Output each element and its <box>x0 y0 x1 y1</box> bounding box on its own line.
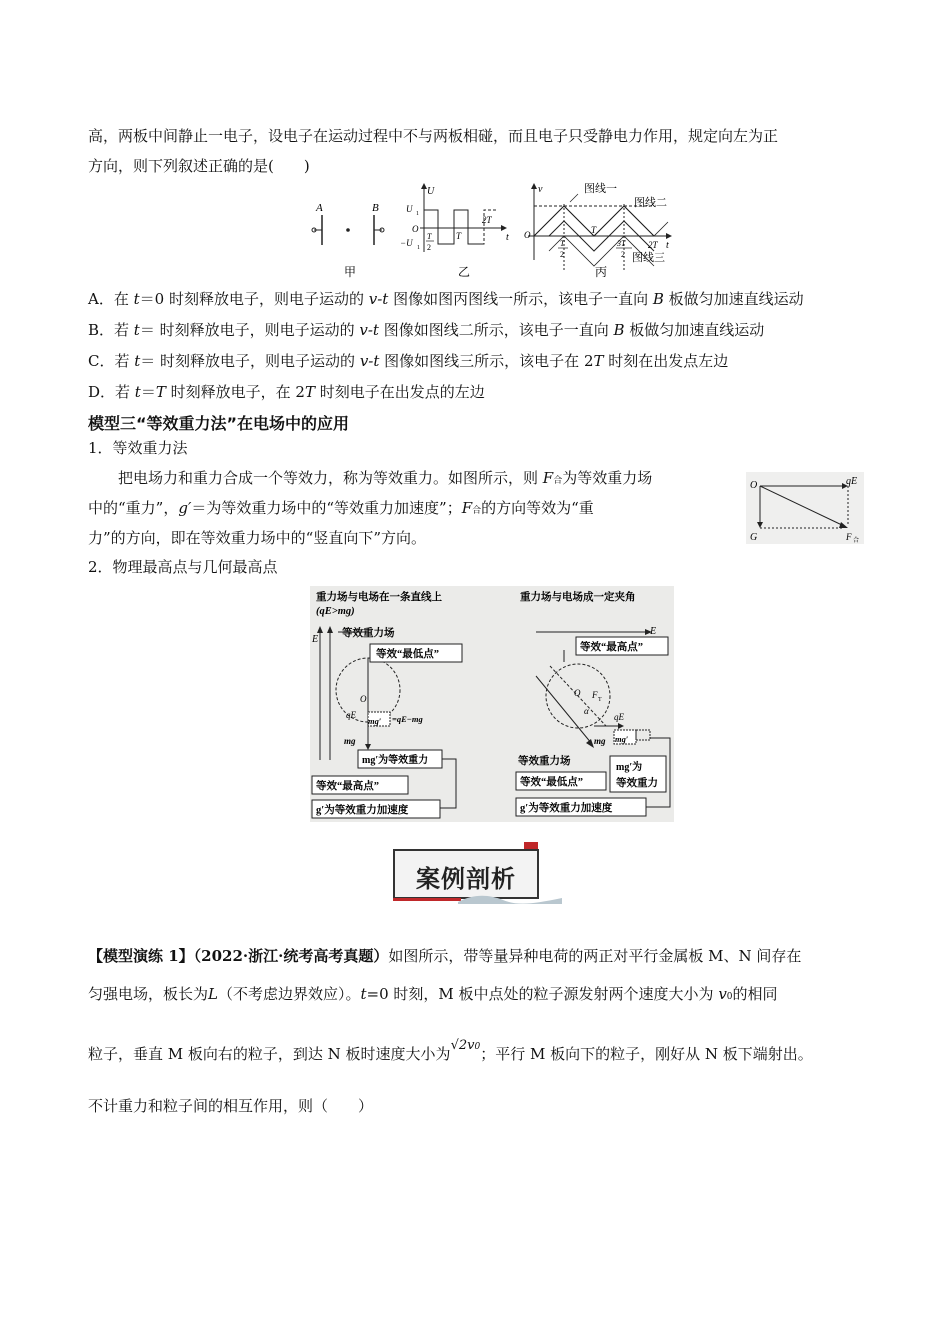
svg-text:G: G <box>750 532 758 543</box>
problem-line-1: 【模型演练 1】（2022·浙江·统考高考真题）如图所示，带等量异种电荷的两正对平行金属板 M、N 间存在 <box>88 947 802 965</box>
equivalent-gravity-figure <box>310 586 674 822</box>
svg-text:T: T <box>456 231 462 241</box>
banner-text: 案例剖析 <box>416 865 516 893</box>
figure-jia-yi-bing <box>308 180 688 280</box>
svg-text:2: 2 <box>427 243 431 252</box>
svg-text:等效“最高点”: 等效“最高点” <box>580 642 643 653</box>
electron-dot <box>346 228 350 232</box>
problem-line-3: 粒子，垂直 M 板向右的粒子，到达 N 板时速度大小为√2v0；平行 M 板向下的粒子，刚好从 N 板下端射出。 <box>88 1038 813 1063</box>
svg-text:qE: qE <box>846 476 858 487</box>
para-line-3: 力”的方向，即在等效重力场中的“竖直向下”方向。 <box>88 529 427 547</box>
svg-text:1: 1 <box>417 245 420 251</box>
option-d: D．若 t＝T 时刻释放电子，在 2T 时刻电子在出发点的左边 <box>88 383 485 401</box>
svg-text:t: t <box>666 240 669 251</box>
item-1: 1．等效重力法 <box>88 439 188 457</box>
svg-text:O: O <box>574 688 581 698</box>
figure-bing <box>524 181 672 279</box>
caption-jia: 甲 <box>344 265 357 279</box>
svg-text:qE: qE <box>614 712 624 722</box>
svg-text:U: U <box>427 186 435 197</box>
svg-text:v: v <box>538 184 543 195</box>
option-a: A．在 t＝0 时刻释放电子，则电子运动的 v-t 图像如图丙图线一所示，该电子一直向 B 板做匀加速直线运动 <box>88 290 804 308</box>
svg-text:1: 1 <box>416 211 419 217</box>
banner-wave-decoration <box>458 892 562 904</box>
svg-text:2T: 2T <box>482 215 492 225</box>
svg-text:2: 2 <box>560 250 564 259</box>
svg-text:合: 合 <box>853 538 860 544</box>
svg-text:g′为等效重力加速度: g′为等效重力加速度 <box>520 803 613 814</box>
svg-text:O: O <box>750 480 758 491</box>
svg-text:等效重力: 等效重力 <box>616 778 658 789</box>
svg-text:T: T <box>427 232 432 241</box>
svg-text:2T: 2T <box>648 240 658 250</box>
svg-text:mg: mg <box>344 736 356 746</box>
svg-text:F: F <box>846 532 852 542</box>
svg-text:2: 2 <box>621 250 625 259</box>
svg-text:等效重力场: 等效重力场 <box>342 628 395 639</box>
figure-jia <box>312 202 384 279</box>
svg-text:qE: qE <box>346 710 356 720</box>
svg-text:mg′: mg′ <box>615 734 629 744</box>
svg-text:等效“最低点”: 等效“最低点” <box>520 777 583 788</box>
svg-text:重力场与电场成一定夹角: 重力场与电场成一定夹角 <box>520 592 636 603</box>
svg-text:O: O <box>524 230 531 240</box>
intro-line-1: 高，两板中间静止一电子，设电子在运动过程中不与两板相碰，而且电子只受静电力作用，规定向左为正 <box>88 127 779 145</box>
svg-text:重力场与电场在一条直线上: 重力场与电场在一条直线上 <box>316 592 442 603</box>
section-title: 模型三“等效重力法”在电场中的应用 <box>88 414 350 433</box>
svg-text:F: F <box>592 690 598 700</box>
option-c: C．若 t＝ 时刻释放电子，则电子运动的 v-t 图像如图线三所示，该电子在 2T 时刻在出发点左边 <box>88 352 729 370</box>
svg-text:T: T <box>560 239 565 248</box>
svg-text:3T: 3T <box>617 239 626 248</box>
svg-text:E: E <box>650 626 657 637</box>
para-line-2: 中的“重力”，g′＝为等效重力场中的“等效重力加速度”；F合的方向等效为“重 <box>88 499 594 517</box>
svg-text:mg′为等效重力: mg′为等效重力 <box>362 755 429 766</box>
svg-text:U: U <box>406 204 413 214</box>
force-diagram <box>746 472 864 544</box>
svg-text:mg′为: mg′为 <box>616 762 643 773</box>
svg-text:O: O <box>412 224 419 234</box>
para-line-1: 把电场力和重力合成一个等效力，称为等效重力。如图所示，则 F合为等效重力场 <box>118 469 653 487</box>
svg-text:mg: mg <box>594 736 606 746</box>
svg-text:g′为等效重力加速度: g′为等效重力加速度 <box>316 805 409 816</box>
svg-text:E: E <box>312 634 319 645</box>
svg-text:等效“最高点”: 等效“最高点” <box>316 781 379 792</box>
svg-text:图线一: 图线一 <box>584 183 617 195</box>
svg-text:=qE−mg: =qE−mg <box>392 714 423 724</box>
svg-text:−U: −U <box>400 238 413 248</box>
svg-text:t: t <box>506 232 509 243</box>
plate-b-label: B <box>372 202 379 214</box>
svg-text:等效“最低点”: 等效“最低点” <box>376 649 439 660</box>
intro-line-2: 方向，则下列叙述正确的是( ) <box>88 157 310 175</box>
svg-text:图线三: 图线三 <box>632 252 665 264</box>
problem-line-2: 匀强电场，板长为L（不考虑边界效应）。t=0 时刻，M 板中点处的粒子源发射两个速度大小为 v0的相同 <box>88 985 778 1003</box>
caption-yi: 乙 <box>458 265 471 279</box>
svg-text:α: α <box>584 706 589 716</box>
svg-text:T: T <box>591 225 597 235</box>
plate-a-label: A <box>316 202 323 214</box>
problem-line-4: 不计重力和粒子间的相互作用，则（ ） <box>88 1097 374 1115</box>
sqrt-expression: √2v0 <box>450 1038 481 1053</box>
svg-text:图线二: 图线二 <box>634 197 667 209</box>
option-b: B．若 t＝ 时刻释放电子，则电子运动的 v-t 图像如图线二所示，该电子一直向 B 板做匀加速直线运动 <box>88 321 765 339</box>
svg-text:mg′: mg′ <box>368 716 382 726</box>
svg-text:(qE>mg): (qE>mg) <box>316 606 355 617</box>
figure-yi <box>400 183 509 279</box>
svg-text:O: O <box>360 694 367 704</box>
svg-text:等效重力场: 等效重力场 <box>518 756 571 767</box>
item-2: 2．物理最高点与几何最高点 <box>88 558 278 576</box>
banner-red-underline <box>393 898 461 901</box>
caption-bing: 丙 <box>595 265 608 279</box>
svg-text:T: T <box>598 697 602 703</box>
